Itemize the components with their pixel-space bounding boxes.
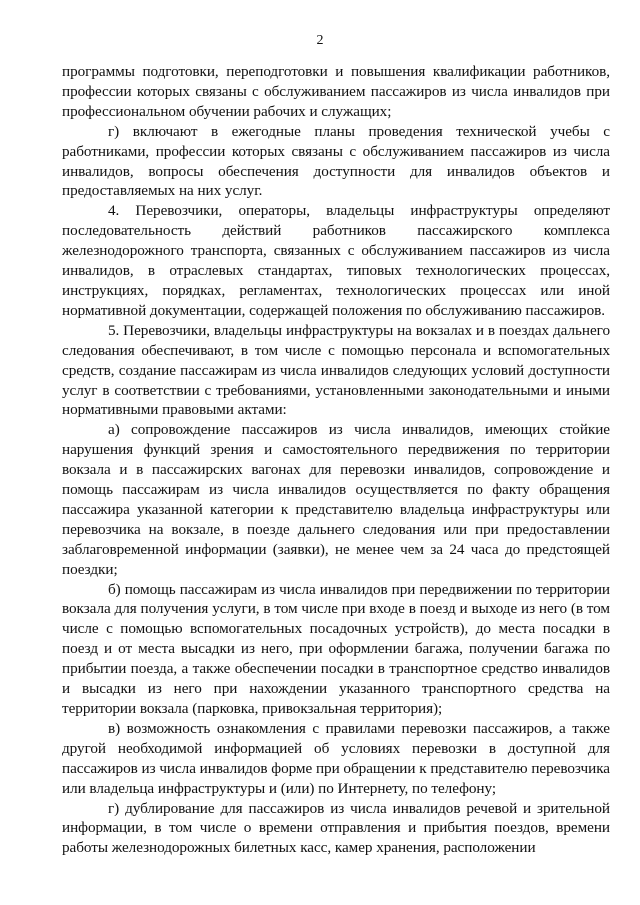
document-body xyxy=(62,62,610,858)
paragraph-item-g-training: г) включают в ежегодные планы проведения технической учебы с работниками, профессии которых связаны с обслуживанием пассажиров из числа инвалидов, вопросы обеспечения доступности для инвалидов объектов и предоставляемых на них услуг. xyxy=(62,122,610,200)
paragraph-item-g-duplication: г) дублирование для пассажиров из числа инвалидов речевой и зрительной информации, в том числе о времени отправления и прибытия поездов, времени работы железнодорожных билетных касс, камер хранения, расположении xyxy=(62,799,610,857)
paragraph-item-v-information: в) возможность ознакомления с правилами перевозки пассажиров, а также другой необходимой информацией об условиях перевозки в доступной для пассажиров из числа инвалидов форме при обращении к представителю перевозчика или владельца инфраструктуры и (или) по Интернету, по телефону; xyxy=(62,719,610,797)
page-number: 2 xyxy=(316,33,324,48)
paragraph-section-5: 5. Перевозчики, владельцы инфраструктуры на вокзалах и в поездах дальнего следования обеспечивают, в том числе с помощью персонала и вспомогательных средств, создание пассажирам из числа инвалидов следующих условий доступности услуг в соответствии с требованиями, установленными законодательными и иными нормативными правовыми актами: xyxy=(62,321,610,419)
paragraph-continuation: программы подготовки, переподготовки и повышения квалификации работников, профессии которых связаны с обслуживанием пассажиров из числа инвалидов при профессиональном обучении рабочих и служащих; xyxy=(62,63,610,120)
paragraph-item-a-escort: а) сопровождение пассажиров из числа инвалидов, имеющих стойкие нарушения функций зрения и самостоятельного передвижения по территории вокзала и в пассажирских вагонах для перевозки инвалидов, сопровождение и помощь пассажирам из числа инвалидов осуществляется по факту обращения пассажира указанной категории к представителю владельца инфраструктуры или перевозчика на вокзале, в поезде дальнего следования или при предоставлении заблаговременной информации (заявки), не менее чем за 24 часа до предстоящей поездки; xyxy=(62,421,610,578)
paragraph-section-4: 4. Перевозчики, операторы, владельцы инфраструктуры определяют последовательность действий работников пассажирского комплекса железнодорожного транспорта, связанных с обслуживанием пассажиров из числа инвалидов, в отраслевых стандартах, типовых технологических процессах, инструкциях, порядках, регламентах, технологических процессах или иной нормативной документации, содержащей положения по обслуживанию пассажиров. xyxy=(62,202,610,319)
paragraph-item-b-assistance: б) помощь пассажирам из числа инвалидов при передвижении по территории вокзала для получения услуги, в том числе при входе в поезд и выходе из него (в том числе с помощью вспомогательных посадочных устройств), до места посадки в поезд и от места высадки из него, при оформлении багажа, получении багажа по прибытии поезда, а также обеспечении посадки в транспортное средство инвалидов и высадки из него при нахождении указанного транспортного средства на территории вокзала (парковка, привокзальная территория); xyxy=(62,580,610,717)
